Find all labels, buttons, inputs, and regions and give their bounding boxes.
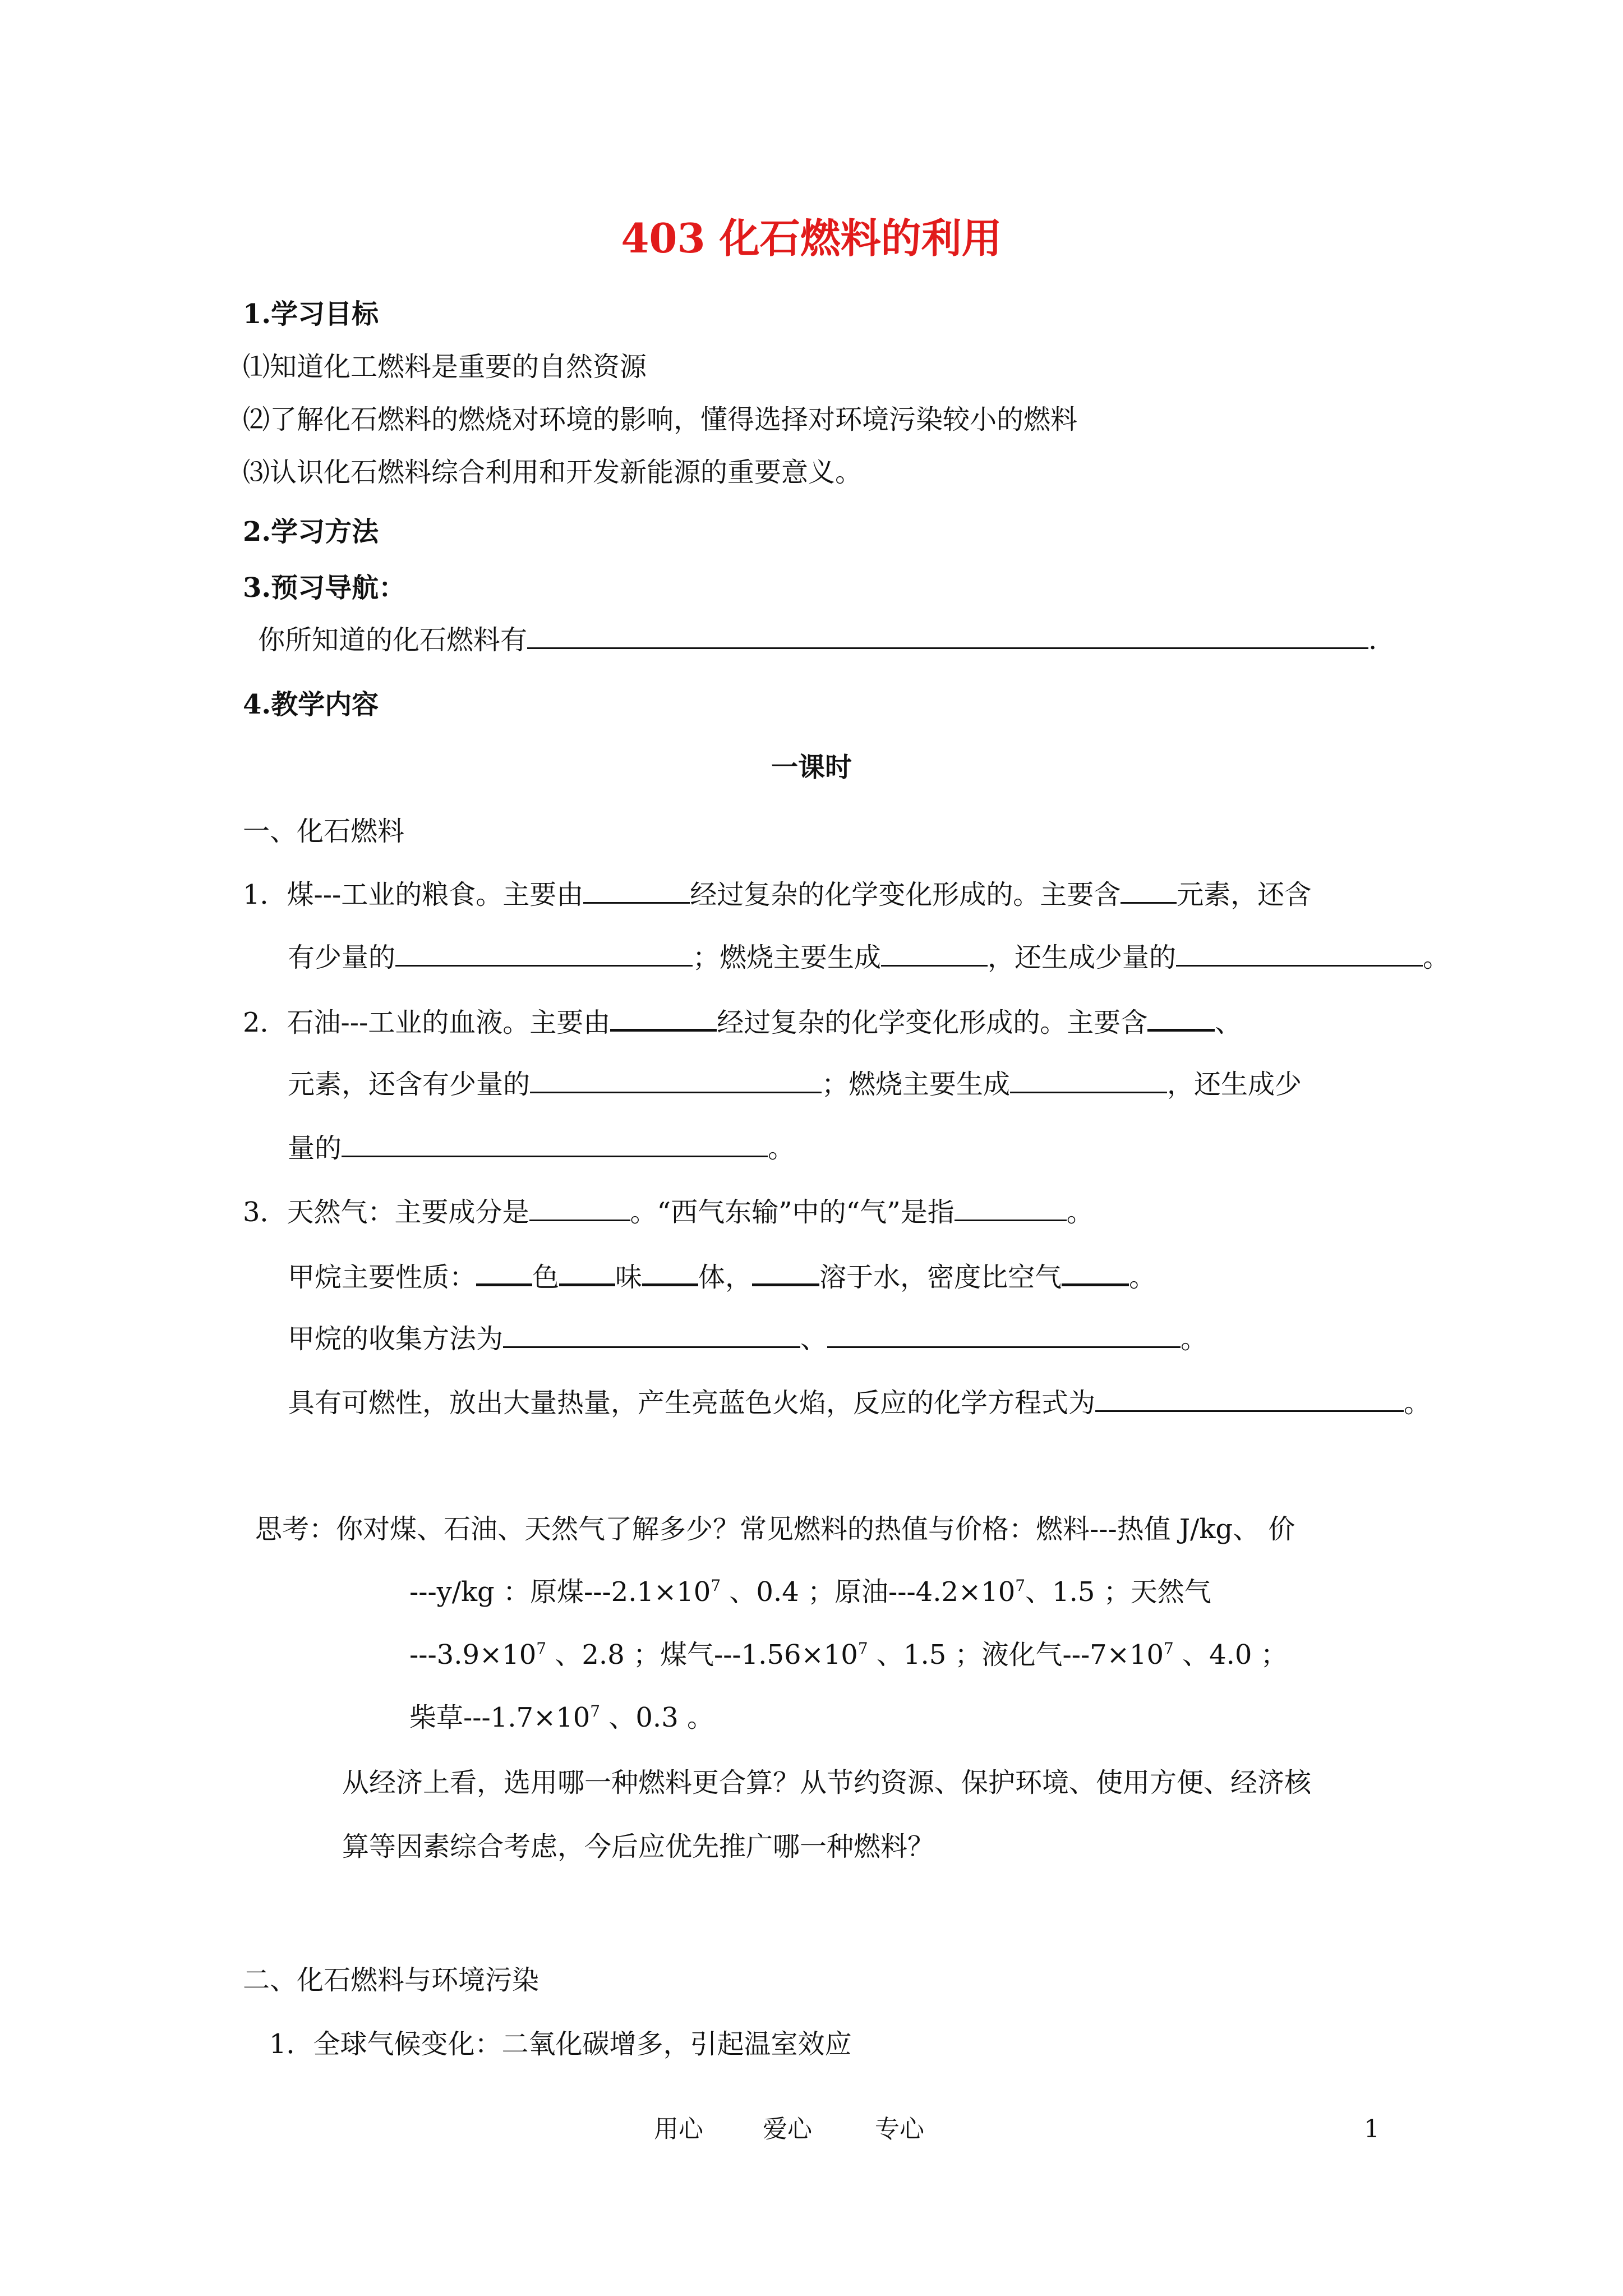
gas-line-1: 3．天然气：主要成分是 。“西气东输”中的“气”是指 。 [243, 1195, 1094, 1229]
lesson-label: 一课时 [771, 752, 852, 783]
answer-blank[interactable] [881, 940, 988, 967]
think-line-3: $---3.9\times 10^7$ 、2.8 ；煤气$---1.56\times 10^7$ 、1.5 ；液化气$---7\times 10^7$ 、4.0 ； [409, 1639, 1288, 1671]
preview-prompt: 你所知道的化石燃料有 [258, 624, 528, 656]
section-fossil-fuels: 一、化石燃料 [243, 816, 405, 847]
goal-item-1: ⑴知道化工燃料是重要的自然资源 [243, 351, 647, 383]
think-line-1: 思考：你对煤、石油、天然气了解多少？常见燃料的热值与价格：燃料---热值 J/kg、 价 [255, 1513, 1295, 1545]
section-environment: 二、化石燃料与环境污染 [243, 1964, 540, 1996]
methane-combustion: 具有可燃性，放出大量热量，产生亮蓝色火焰，反应的化学方程式为 。 [288, 1386, 1431, 1420]
answer-blank[interactable] [1010, 1067, 1167, 1093]
think-question-1: 从经济上看，选用哪一种燃料更合算？从节约资源、保护环境、使用方便、经济核 [342, 1767, 1312, 1798]
footer-word-2: 爱心 [763, 2115, 812, 2143]
answer-blank[interactable] [559, 1259, 615, 1286]
think-line-2: ---y/kg ：原煤$---2.1\times 10^7$ 、0.4 ；原油$---4.2\times 10^7$、1.5 ；天然气 [409, 1576, 1211, 1608]
answer-blank[interactable] [752, 1259, 819, 1286]
answer-blank[interactable] [1147, 1004, 1215, 1032]
think-line-4: 柴草$---1.7\times 10^7$ 、0.3 。 [409, 1702, 714, 1733]
goal-item-2: ⑵了解化石燃料的燃烧对环境的影响，懂得选择对环境污染较小的燃料 [243, 404, 1078, 435]
page-title: 403 化石燃料的利用 [621, 214, 1002, 262]
coal-line-2: 有少量的 ；燃烧主要生成 ，还生成少量的 。 [288, 940, 1450, 974]
methane-properties: 甲烷主要性质： 色 味 体， 溶于水，密度比空气 。 [288, 1259, 1156, 1294]
content-heading: 4.教学内容 [243, 689, 379, 720]
answer-blank[interactable] [583, 877, 690, 904]
answer-blank[interactable] [827, 1322, 1181, 1348]
answer-blank[interactable] [1095, 1386, 1404, 1412]
answer-blank[interactable] [342, 1131, 768, 1157]
methane-collection: 甲烷的收集方法为 、 。 [288, 1322, 1207, 1356]
preview-heading: 3.预习导航： [243, 572, 406, 604]
oil-line-2: 元素，还含有少量的 ；燃烧主要生成 ，还生成少 [288, 1067, 1302, 1101]
answer-blank[interactable] [610, 1004, 717, 1032]
answer-blank[interactable] [395, 940, 693, 967]
answer-blank[interactable] [955, 1195, 1067, 1221]
answer-blank[interactable] [1176, 940, 1423, 967]
oil-line-3: 量的 。 [288, 1131, 795, 1165]
answer-blank[interactable] [1121, 877, 1177, 904]
answer-blank[interactable] [529, 1195, 630, 1221]
page-number: 1 [1364, 2115, 1380, 2143]
footer-word-1: 用心 [654, 2115, 703, 2143]
answer-blank[interactable] [530, 1067, 822, 1093]
coal-line-1: 1．煤---工业的粮食。主要由 经过复杂的化学变化形成的。主要含 元素，还含 [243, 877, 1311, 912]
preview-line: 你所知道的化石燃料有 . [258, 623, 1377, 657]
goals-heading: 1.学习目标 [243, 298, 379, 330]
answer-blank[interactable] [1062, 1259, 1129, 1286]
think-question-2: 算等因素综合考虑，今后应优先推广哪一种燃料？ [342, 1831, 935, 1862]
footer-word-3: 专心 [875, 2115, 924, 2143]
answer-blank[interactable] [476, 1259, 532, 1286]
climate-item: 1．全球气候变化：二氧化碳增多，引起温室效应 [269, 2028, 852, 2060]
method-heading: 2.学习方法 [243, 516, 379, 547]
answer-blank[interactable] [527, 623, 1368, 649]
answer-blank[interactable] [503, 1322, 800, 1348]
answer-blank[interactable] [642, 1259, 698, 1286]
goal-item-3: ⑶认识化石燃料综合利用和开发新能源的重要意义。 [243, 457, 863, 488]
oil-line-1: 2．石油---工业的血液。主要由 经过复杂的化学变化形成的。主要含 、 [243, 1004, 1242, 1039]
